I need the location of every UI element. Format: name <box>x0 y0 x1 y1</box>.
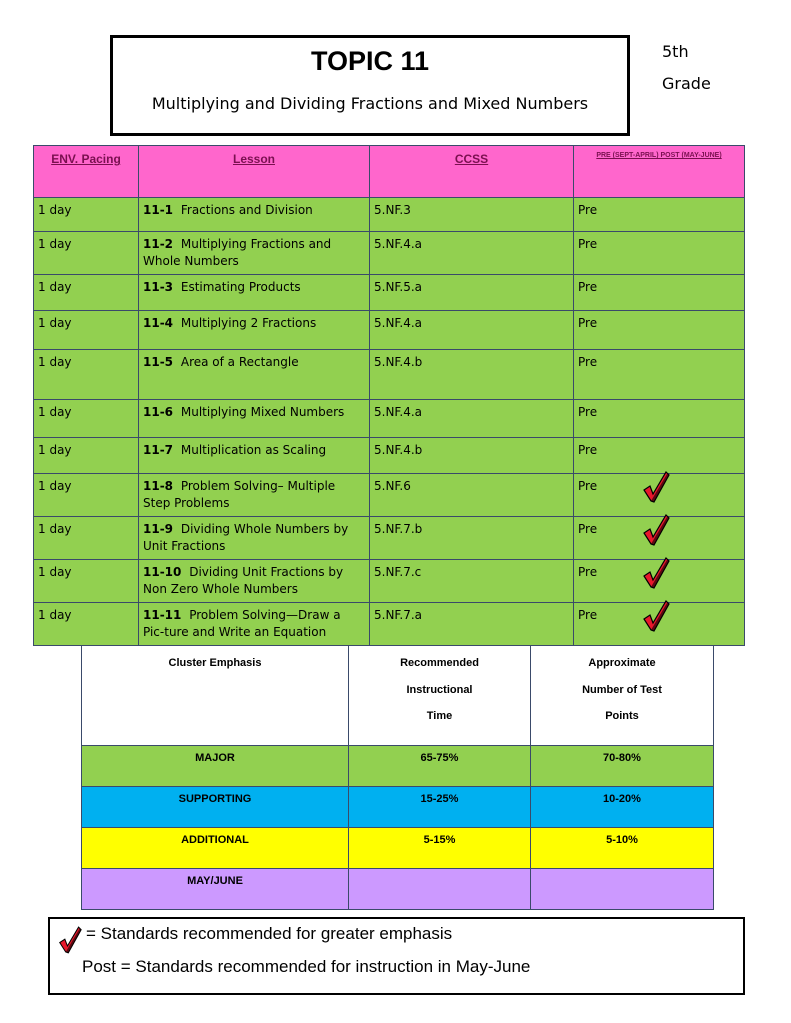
lesson-title: Multiplication as Scaling <box>180 443 327 457</box>
checkmark-icon <box>642 470 670 504</box>
pre-post-cell <box>574 474 745 517</box>
lesson-title: Fractions and Division <box>180 203 313 217</box>
ccss-cell: 5.NF.3 <box>370 198 574 232</box>
ccss-cell: 5.NF.4.b <box>370 350 574 400</box>
pre-post-cell <box>574 311 745 350</box>
lesson-title: Problem Solving—Draw a Pic-ture and Write an Equation <box>143 608 341 639</box>
cluster-row-may-june <box>82 869 714 910</box>
lesson-row <box>34 350 745 400</box>
pre-post-value: Pre <box>578 203 598 217</box>
cluster-points: 5-10% <box>531 828 714 869</box>
pre-post-cell <box>574 275 745 311</box>
pre-post-cell <box>574 438 745 474</box>
pre-post-value: Pre <box>578 405 598 419</box>
ccss-cell: 5.NF.6 <box>370 474 574 517</box>
pacing-cell: 1 day <box>34 517 139 560</box>
pre-post-value: Pre <box>578 608 598 622</box>
cluster-points <box>531 869 714 910</box>
ccss-cell: 5.NF.7.b <box>370 517 574 560</box>
legend-box <box>48 917 745 995</box>
lesson-title: Dividing Whole Numbers by Unit Fractions <box>143 522 349 553</box>
pre-post-cell <box>574 198 745 232</box>
pacing-cell: 1 day <box>34 198 139 232</box>
cluster-time: 5-15% <box>349 828 531 869</box>
lesson-number: 11-5 <box>143 355 174 369</box>
lesson-title: Multiplying 2 Fractions <box>180 316 317 330</box>
lesson-title: Area of a Rectangle <box>180 355 299 369</box>
lesson-cell <box>139 311 370 350</box>
cluster-time: 15-25% <box>349 787 531 828</box>
pre-post-value: Pre <box>578 522 598 536</box>
pre-post-cell <box>574 350 745 400</box>
pacing-cell: 1 day <box>34 275 139 311</box>
lesson-row <box>34 400 745 438</box>
lesson-title: Dividing Unit Fractions by Non Zero Whole Numbers <box>143 565 344 596</box>
lesson-row <box>34 474 745 517</box>
pacing-cell: 1 day <box>34 474 139 517</box>
col-header-ccss: CCSS <box>370 146 574 198</box>
cluster-time: 65-75% <box>349 746 531 787</box>
pre-post-value: Pre <box>578 280 598 294</box>
ccss-cell: 5.NF.7.c <box>370 560 574 603</box>
lesson-cell <box>139 400 370 438</box>
ccss-cell: 5.NF.4.a <box>370 232 574 275</box>
lesson-row <box>34 275 745 311</box>
col-header-pre-post: PRE (SEPT-APRIL) POST (MAY-JUNE) <box>574 146 745 198</box>
pacing-cell: 1 day <box>34 311 139 350</box>
lesson-number: 11-2 <box>143 237 174 251</box>
cluster-name: MAJOR <box>82 746 349 787</box>
legend-post-text: Post = Standards recommended for instruction in May-June <box>82 957 531 976</box>
lesson-title: Estimating Products <box>180 280 301 294</box>
ccss-cell: 5.NF.5.a <box>370 275 574 311</box>
pre-post-value: Pre <box>578 565 598 579</box>
pre-post-cell <box>574 232 745 275</box>
lesson-title: Multiplying Mixed Numbers <box>180 405 345 419</box>
col-header-lesson: Lesson <box>139 146 370 198</box>
lessons-table <box>33 145 745 646</box>
lesson-number: 11-1 <box>143 203 174 217</box>
topic-title: TOPIC 11 <box>310 46 430 76</box>
lesson-number: 11-8 <box>143 479 174 493</box>
pre-post-value: Pre <box>578 479 598 493</box>
lesson-cell <box>139 438 370 474</box>
cluster-row-supporting <box>82 787 714 828</box>
legend-check-text: = Standards recommended for greater emphasis <box>86 924 453 943</box>
cluster-header-row <box>82 646 714 746</box>
pre-post-value: Pre <box>578 316 598 330</box>
checkmark-icon <box>58 925 82 955</box>
cluster-name: SUPPORTING <box>82 787 349 828</box>
lesson-cell <box>139 474 370 517</box>
pacing-cell: 1 day <box>34 438 139 474</box>
lessons-header-row <box>34 146 745 198</box>
cluster-name: ADDITIONAL <box>82 828 349 869</box>
grade-number: 5th <box>662 42 689 61</box>
cluster-points: 70-80% <box>531 746 714 787</box>
lesson-cell <box>139 603 370 646</box>
lesson-row <box>34 311 745 350</box>
topic-subtitle: Multiplying and Dividing Fractions and Mixed Numbers <box>151 94 589 113</box>
lesson-row <box>34 232 745 275</box>
pre-post-value: Pre <box>578 237 598 251</box>
col-header-pacing: ENV. Pacing <box>34 146 139 198</box>
pre-post-value: Pre <box>578 443 598 457</box>
lesson-number: 11-10 <box>143 565 182 579</box>
cluster-points: 10-20% <box>531 787 714 828</box>
lesson-title: Multiplying Fractions and Whole Numbers <box>143 237 332 268</box>
cluster-header-emphasis: Cluster Emphasis <box>82 646 349 746</box>
lesson-row <box>34 603 745 646</box>
lesson-row <box>34 560 745 603</box>
pre-post-cell <box>574 517 745 560</box>
lesson-number: 11-3 <box>143 280 174 294</box>
ccss-cell: 5.NF.7.a <box>370 603 574 646</box>
cluster-row-additional <box>82 828 714 869</box>
lesson-cell <box>139 517 370 560</box>
lesson-cell <box>139 232 370 275</box>
cluster-header-points: Approximate Number of Test Points <box>531 646 714 746</box>
checkmark-icon <box>642 599 670 633</box>
lesson-title: Problem Solving– Multiple Step Problems <box>143 479 336 510</box>
lesson-cell <box>139 275 370 311</box>
cluster-time <box>349 869 531 910</box>
checkmark-icon <box>642 556 670 590</box>
lesson-cell <box>139 560 370 603</box>
pre-post-cell <box>574 400 745 438</box>
ccss-cell: 5.NF.4.a <box>370 311 574 350</box>
pacing-cell: 1 day <box>34 400 139 438</box>
pre-post-value: Pre <box>578 355 598 369</box>
cluster-emphasis-table <box>81 645 714 910</box>
lesson-number: 11-7 <box>143 443 174 457</box>
lesson-number: 11-4 <box>143 316 174 330</box>
checkmark-icon <box>642 513 670 547</box>
cluster-row-major <box>82 746 714 787</box>
grade-label: Grade <box>662 74 711 93</box>
ccss-cell: 5.NF.4.a <box>370 400 574 438</box>
cluster-header-time: Recommended Instructional Time <box>349 646 531 746</box>
cluster-name: MAY/JUNE <box>82 869 349 910</box>
lesson-cell <box>139 198 370 232</box>
lesson-row <box>34 438 745 474</box>
pre-post-cell <box>574 603 745 646</box>
lesson-row <box>34 517 745 560</box>
ccss-cell: 5.NF.4.b <box>370 438 574 474</box>
lesson-row <box>34 198 745 232</box>
pacing-cell: 1 day <box>34 560 139 603</box>
lesson-cell <box>139 350 370 400</box>
lesson-number: 11-9 <box>143 522 174 536</box>
lesson-number: 11-11 <box>143 608 182 622</box>
pacing-cell: 1 day <box>34 350 139 400</box>
lesson-number: 11-6 <box>143 405 174 419</box>
pacing-cell: 1 day <box>34 232 139 275</box>
topic-title-box <box>110 35 630 136</box>
pacing-cell: 1 day <box>34 603 139 646</box>
pre-post-cell <box>574 560 745 603</box>
